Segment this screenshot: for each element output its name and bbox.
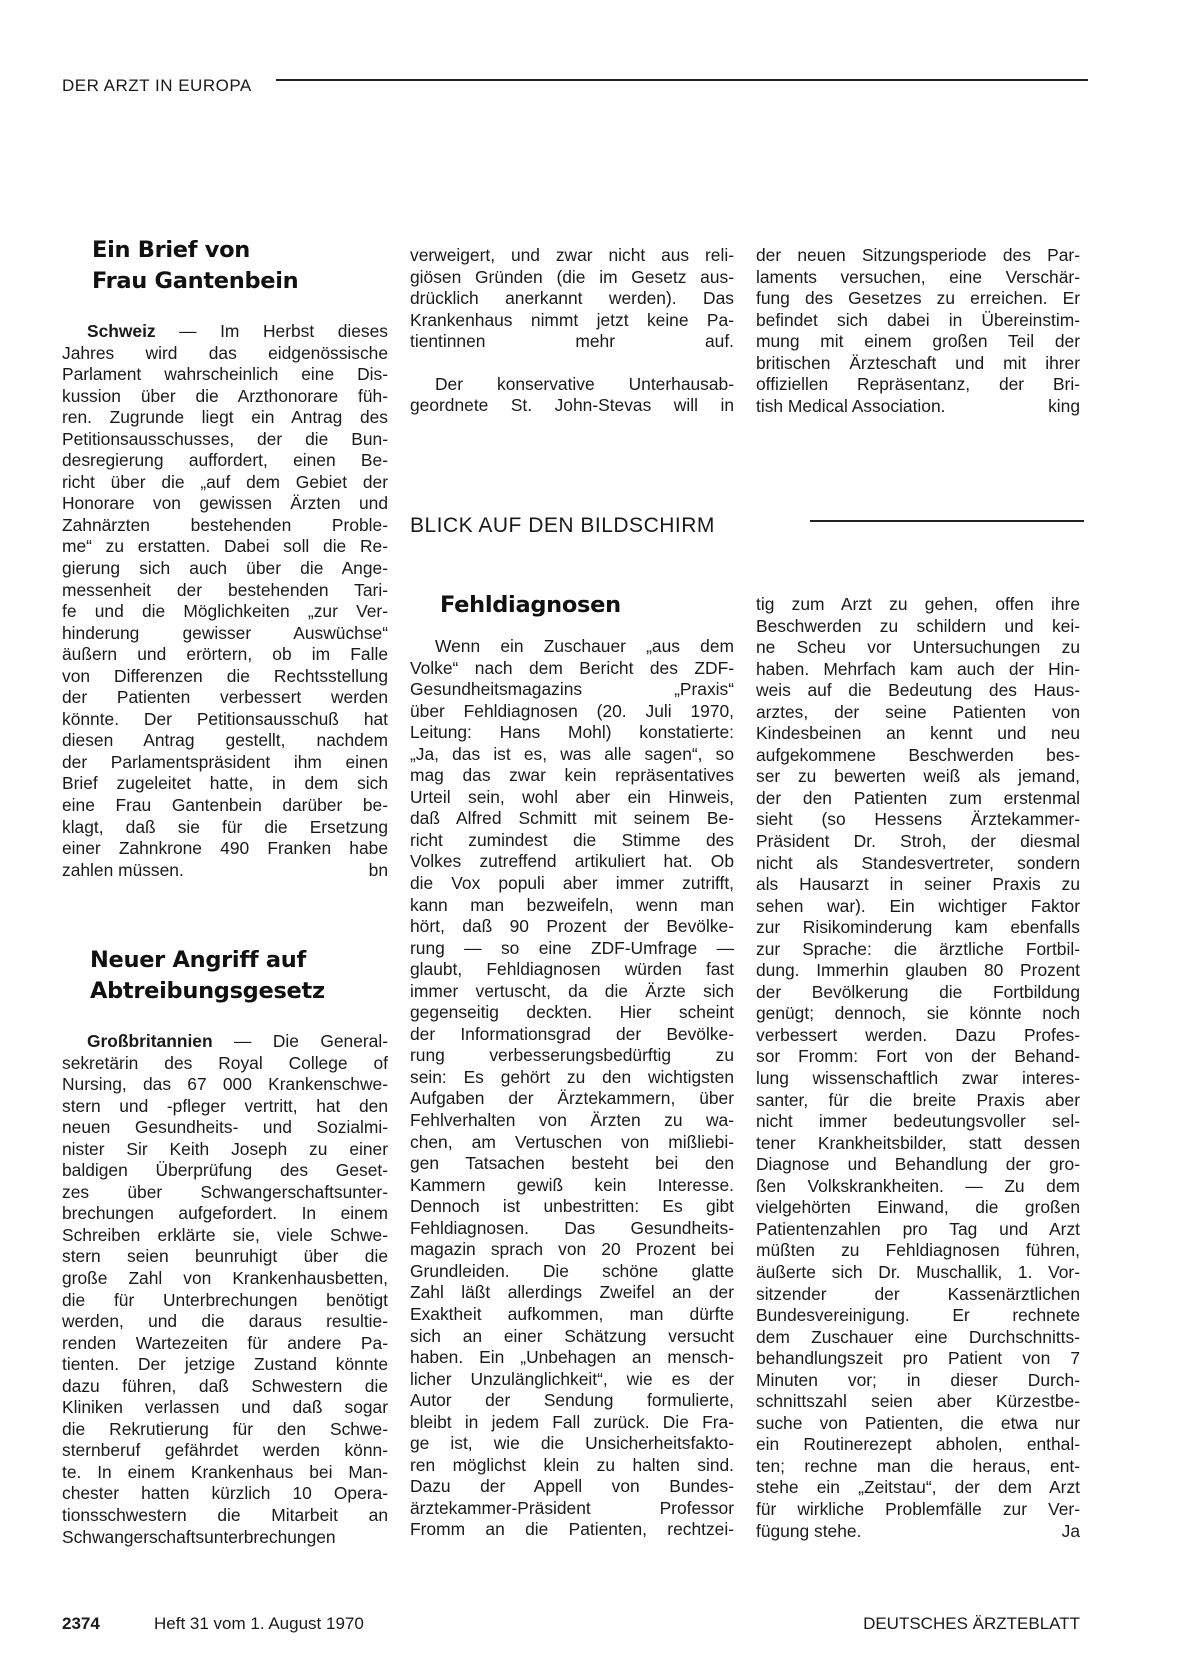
text-line: offiziellen Repräsentanz, der Bri-: [756, 374, 1080, 395]
text-line: Jahres wird das eidgenössische: [62, 342, 388, 363]
text-line: Gesundheitsmagazins „Praxis“: [410, 679, 734, 700]
text-line: Krankenhaus nimmt jetzt keine Pa-: [410, 309, 734, 330]
text-line: ren. Zugrunde liegt ein Antrag des: [62, 407, 388, 428]
text-line: die Vox populi aber immer zutrifft,: [410, 873, 734, 894]
text-line: verbessert werden. Dazu Profes-: [756, 1024, 1080, 1045]
text-line: befindet sich dabei in Übereinstim-: [756, 309, 1080, 330]
article-angriff-col1-lines: [62, 1031, 388, 1548]
text-line: der neuen Sitzungsperiode des Par-: [756, 245, 1080, 265]
text-line: äußerte sich Dr. Muschallik, 1. Vor-: [756, 1261, 1080, 1282]
article-fehl-col1: [410, 636, 734, 1541]
text-line: te. In einem Krankenhaus bei Man-: [62, 1461, 388, 1482]
article-brief-last-line: zahlen müssen.: [62, 859, 184, 880]
text-line: mag das zwar kein repräsentatives: [410, 765, 734, 786]
text-line: weis auf die Bedeutung des Haus-: [756, 680, 1080, 701]
article-brief-lines: [62, 321, 388, 860]
text-line: äußern und erörtern, ob im Falle: [62, 644, 388, 665]
article-angriff-col2-lines-b: [410, 374, 734, 417]
text-line: santer, für die breite Praxis aber: [756, 1089, 1080, 1110]
text-line: Großbritannien — Die General-: [87, 1031, 388, 1051]
text-line: brechungen aufgefordert. In einem: [62, 1203, 388, 1224]
text-line: für wirkliche Problemfälle zur Ver-: [756, 1498, 1080, 1519]
text-line: vielgehörten Einwand, die großen: [756, 1197, 1080, 1218]
text-line: tienten. Der jetzige Zustand könnte: [62, 1354, 388, 1375]
text-line: immer vertuscht, da die Ärzte sich: [410, 980, 734, 1001]
article-fehl-col2: [756, 594, 1080, 1542]
text-line: geordnete St. John-Stevas will in: [410, 395, 734, 416]
text-line: sternberuf gefährdet werden könn-: [62, 1440, 388, 1461]
text-line: ren möglichst klein zu halten sind.: [410, 1454, 734, 1475]
text-line: Nursing, das 67 000 Krankenschwe-: [62, 1074, 388, 1095]
text-line: sich an einer Schätzung versucht: [410, 1325, 734, 1346]
headline-angriff-line1: Neuer Angriff auf: [90, 947, 306, 973]
text-line: ten; rechne man die heraus, ent-: [756, 1455, 1080, 1476]
text-line: diesen Antrag gestellt, nachdem: [62, 730, 388, 751]
issue-info: Heft 31 vom 1. August 1970: [154, 1614, 364, 1633]
text-line: sein: Es gehört zu den wichtigsten: [410, 1066, 734, 1087]
text-line: aufgekommene Beschwerden bes-: [756, 744, 1080, 765]
text-line: gen Tatsachen besteht bei den: [410, 1153, 734, 1174]
text-line: ein Routinerezept abholen, enthal-: [756, 1434, 1080, 1455]
text-line: dung. Immerhin glauben 80 Prozent: [756, 960, 1080, 981]
text-line: tientinnen mehr auf.: [410, 331, 734, 352]
text-line: Schweiz — Im Herbst dieses: [87, 321, 388, 341]
headline-angriff-line2: Abtreibungsgesetz: [90, 978, 325, 1004]
text-line: Schreiben erklärte sie, viele Schwe-: [62, 1224, 388, 1245]
text-line: Volke“ nach dem Bericht des ZDF-: [410, 657, 734, 678]
article-fehl-col1-lines: [410, 636, 734, 1541]
text-line: sitzender der Kassenärztlichen: [756, 1283, 1080, 1304]
article-angriff-col1: [62, 1031, 388, 1548]
text-line: nicht immer bedeutungsvoller sel-: [756, 1111, 1080, 1132]
text-line: über Fehldiagnosen (20. Juli 1970,: [410, 700, 734, 721]
text-line: fe und die Möglichkeiten „zur Ver-: [62, 601, 388, 622]
text-line: große Zahl von Krankenhausbetten,: [62, 1268, 388, 1289]
text-line: die für Unterbrechungen benötigt: [62, 1289, 388, 1310]
text-line: chester hatten kürzlich 10 Opera-: [62, 1483, 388, 1504]
text-line: der Parlamentspräsident ihm einen: [62, 751, 388, 772]
text-line: Exaktheit aufkommen, man dürfte: [410, 1303, 734, 1324]
text-line: chen, am Vertuschen von mißliebi-: [410, 1131, 734, 1152]
text-line: arztes, der seine Patienten von: [756, 701, 1080, 722]
text-line: bleibt in jedem Fall zurück. Die Fra-: [410, 1411, 734, 1432]
text-line: laments versuchen, eine Verschär-: [756, 266, 1080, 287]
text-line: messenheit der bestehenden Tari-: [62, 579, 388, 600]
text-line: schnittszahl seien aber Kürzestbe-: [756, 1391, 1080, 1412]
text-line: ärztekammer-Präsident Professor: [410, 1497, 734, 1518]
text-line: Der konservative Unterhausab-: [435, 373, 734, 394]
text-line: stern und -pfleger vertritt, hat den: [62, 1095, 388, 1116]
text-line: Bundesvereinigung. Er rechnete: [756, 1305, 1080, 1326]
article-fehl-closing: [756, 1521, 1080, 1543]
text-line: desregierung auffordert, einen Be-: [62, 450, 388, 471]
text-line: giösen Gründen (die im Gesetz aus-: [410, 266, 734, 287]
text-line: hinderung gewisser Auswüchse“: [62, 622, 388, 643]
text-line: könnte. Der Petitionsausschuß hat: [62, 708, 388, 729]
article-angriff-col3: [756, 245, 1080, 417]
text-line: Patientenzahlen pro Tag und Arzt: [756, 1218, 1080, 1239]
headline-brief-line2: Frau Gantenbein: [92, 268, 299, 294]
article-angriff-col3-lines: [756, 245, 1080, 396]
text-line: renden Wartezeiten für andere Pa-: [62, 1332, 388, 1353]
text-line: verweigert, und zwar nicht aus reli-: [410, 245, 734, 265]
text-line: Grundleiden. Die schöne glatte: [410, 1260, 734, 1281]
text-line: Fehlverhalten von Ärzten zu wa-: [410, 1110, 734, 1131]
article-fehl-last-line: fügung stehe.: [756, 1520, 862, 1541]
text-line: Minuten vor; in dieser Durch-: [756, 1369, 1080, 1390]
text-line: zes über Schwangerschaftsunter-: [62, 1181, 388, 1202]
text-line: baldigen Überprüfung des Geset-: [62, 1160, 388, 1181]
text-line: behandlungszeit pro Patient von 7: [756, 1348, 1080, 1369]
headline-brief-line1: Ein Brief von: [92, 237, 251, 263]
article-angriff-closing: [756, 396, 1080, 418]
text-line: rung — so eine ZDF-Umfrage —: [410, 937, 734, 958]
text-line: dazu führen, daß Schwestern die: [62, 1375, 388, 1396]
text-line: der Bevölkerung die Fortbildung: [756, 981, 1080, 1002]
text-line: ge ist, wie die Unsicherheitsfakto-: [410, 1433, 734, 1454]
article-fehl-col2-lines: [756, 594, 1080, 1521]
text-line: richt über die „auf dem Gebiet der: [62, 471, 388, 492]
text-line: Präsident Dr. Stroh, der diesmal: [756, 831, 1080, 852]
text-line: von Differenzen die Rechtsstellung: [62, 665, 388, 686]
text-line: Beschwerden zu schildern und kei-: [756, 615, 1080, 636]
text-line: klagt, daß sie für die Ersetzung: [62, 816, 388, 837]
text-line: sehen war). Ein wichtiger Faktor: [756, 895, 1080, 916]
text-line: Aufgaben der Ärztekammern, über: [410, 1088, 734, 1109]
text-line: Honorare von gewissen Ärzten und: [62, 493, 388, 514]
text-line: ser zu bewerten weiß als jemand,: [756, 766, 1080, 787]
text-line: neuen Gesundheits- und Sozialmi-: [62, 1117, 388, 1138]
text-line: Brief zugeleitet hatte, in dem sich: [62, 773, 388, 794]
text-line: kussion über die Arzthonorare füh-: [62, 385, 388, 406]
text-line: haben. Ein „Unbehagen an mensch-: [410, 1347, 734, 1368]
publication-name: DEUTSCHES ÄRZTEBLATT: [863, 1614, 1080, 1633]
text-line: Petitionsausschusses, der die Bun-: [62, 428, 388, 449]
text-line: magazin sprach von 20 Prozent bei: [410, 1239, 734, 1260]
text-line: eine Frau Gantenbein darüber be-: [62, 795, 388, 816]
text-line: sekretärin des Royal College of: [62, 1052, 388, 1073]
text-line: als Hausarzt in seiner Praxis zu: [756, 874, 1080, 895]
text-line: Parlament wahrscheinlich eine Dis-: [62, 364, 388, 385]
text-line: drücklich anerkannt werden). Das: [410, 288, 734, 309]
text-line: haben. Mehrfach kam auch der Hin-: [756, 658, 1080, 679]
text-line: Leitung: Hans Mohl) konstatierte:: [410, 722, 734, 743]
text-line: dem Zuschauer eine Durchschnitts-: [756, 1326, 1080, 1347]
text-line: hört, daß 90 Prozent der Bevölke-: [410, 916, 734, 937]
header-rule: [276, 79, 1088, 81]
article-fehl-signature: Ja: [1061, 1520, 1080, 1541]
text-line: müßten zu Fehldiagnosen führen,: [756, 1240, 1080, 1261]
article-angriff-col2: [410, 245, 734, 417]
text-line: me“ zu erstatten. Dabei soll die Re-: [62, 536, 388, 557]
section-blick: BLICK AUF DEN BILDSCHIRM: [410, 514, 715, 537]
text-line: Urteil sein, wohl aber ein Hinweis,: [410, 786, 734, 807]
text-line: britischen Ärzteschaft und mit ihrer: [756, 352, 1080, 373]
blick-rule: [810, 520, 1084, 522]
text-line: kann man bezweifeln, wenn man: [410, 894, 734, 915]
text-line: daß Alfred Schmitt mit seinem Be-: [410, 808, 734, 829]
text-line: tionsschwestern die Mitarbeit an: [62, 1505, 388, 1526]
text-line: zur Risikominderung kam ebenfalls: [756, 917, 1080, 938]
text-line: Fehldiagnosen. Das Gesundheits-: [410, 1217, 734, 1238]
text-line: tig zum Arzt zu gehen, offen ihre: [756, 594, 1080, 614]
text-line: nicht als Standesvertreter, sondern: [756, 852, 1080, 873]
text-line: glaubt, Fehldiagnosen würden fast: [410, 959, 734, 980]
text-line: Dazu der Appell von Bundes-: [410, 1476, 734, 1497]
section-header: DER ARZT IN EUROPA: [62, 76, 252, 95]
text-line: sor Fromm: Fort von der Behand-: [756, 1046, 1080, 1067]
text-line: Kindesbeinen an kennt und neu: [756, 723, 1080, 744]
article-angriff-signature: king: [1048, 395, 1080, 416]
article-brief-body: [62, 321, 388, 881]
text-line: gegenseitig deckten. Hier scheint: [410, 1002, 734, 1023]
text-line: Dennoch ist unbestritten: Es gibt: [410, 1196, 734, 1217]
text-line: der Informationsgrad der Bevölke-: [410, 1023, 734, 1044]
text-line: rung verbesserungsbedürftig zu: [410, 1045, 734, 1066]
text-line: ne Scheu vor Untersuchungen zu: [756, 637, 1080, 658]
text-line: Autor der Sendung formulierte,: [410, 1390, 734, 1411]
text-line: Zahl läßt allerdings Zweifel an der: [410, 1282, 734, 1303]
dateline: Schweiz: [87, 321, 156, 341]
text-line: einer Zahnkrone 490 Franken habe: [62, 838, 388, 859]
text-line: mung mit einem großen Teil der: [756, 331, 1080, 352]
text-line: der den Patienten zum erstenmal: [756, 787, 1080, 808]
text-line: richt zumindest die Stimme des: [410, 829, 734, 850]
dateline: Großbritannien: [87, 1031, 213, 1051]
text-line: werden, und die daraus resultie-: [62, 1311, 388, 1332]
text-line: Schwangerschaftsunterbrechungen: [62, 1526, 336, 1547]
text-line: gierung sich auch über die Ange-: [62, 558, 388, 579]
text-line: der Patienten verbessert werden: [62, 687, 388, 708]
headline-brief: [92, 235, 298, 297]
text-line: Kliniken verlassen und daß sogar: [62, 1397, 388, 1418]
text-line: stern seien beunruhigt über die: [62, 1246, 388, 1267]
text-line: Diagnose und Behandlung der gro-: [756, 1154, 1080, 1175]
text-line: Volkes zutreffend artikuliert hat. Ob: [410, 851, 734, 872]
text-line: zur Sprache: die ärztliche Fortbil-: [756, 938, 1080, 959]
text-line: tener Krankheitsbilder, statt dessen: [756, 1132, 1080, 1153]
text-line: Wenn ein Zuschauer „aus dem: [435, 636, 734, 656]
text-line: lung wissenschaftlich zwar interes-: [756, 1068, 1080, 1089]
text-line: Kammern gewiß kein Interesse.: [410, 1174, 734, 1195]
text-line: genügt; dennoch, sie könnte noch: [756, 1003, 1080, 1024]
headline-fehldiagnosen: Fehldiagnosen: [440, 592, 621, 618]
headline-angriff: [90, 945, 325, 1007]
text-line: nister Sir Keith Joseph zu einer: [62, 1138, 388, 1159]
text-line: fung des Gesetzes zu erreichen. Er: [756, 288, 1080, 309]
text-line: Fromm an die Patienten, rechtzei-: [410, 1519, 734, 1540]
article-brief-signature: bn: [368, 859, 388, 880]
text-line: ßen Volkskrankheiten. — Zu dem: [756, 1175, 1080, 1196]
text-line: licher Unzulänglichkeit“, wie es der: [410, 1368, 734, 1389]
text-line: stehe ein „Zeitstau“, der dem Arzt: [756, 1477, 1080, 1498]
text-line: die Rekrutierung für den Schwe-: [62, 1418, 388, 1439]
text-line: Zahnärzten bestehenden Proble-: [62, 514, 388, 535]
article-angriff-last-line: tish Medical Association.: [756, 395, 946, 416]
text-line: suche von Patienten, die etwa nur: [756, 1412, 1080, 1433]
text-line: „Ja, das ist es, was alle sagen“, so: [410, 743, 734, 764]
article-angriff-col2-lines: [410, 245, 734, 353]
text-line: sieht (so Hessens Ärztekammer-: [756, 809, 1080, 830]
page-number: 2374: [62, 1614, 100, 1633]
article-brief-closing: [62, 860, 388, 882]
